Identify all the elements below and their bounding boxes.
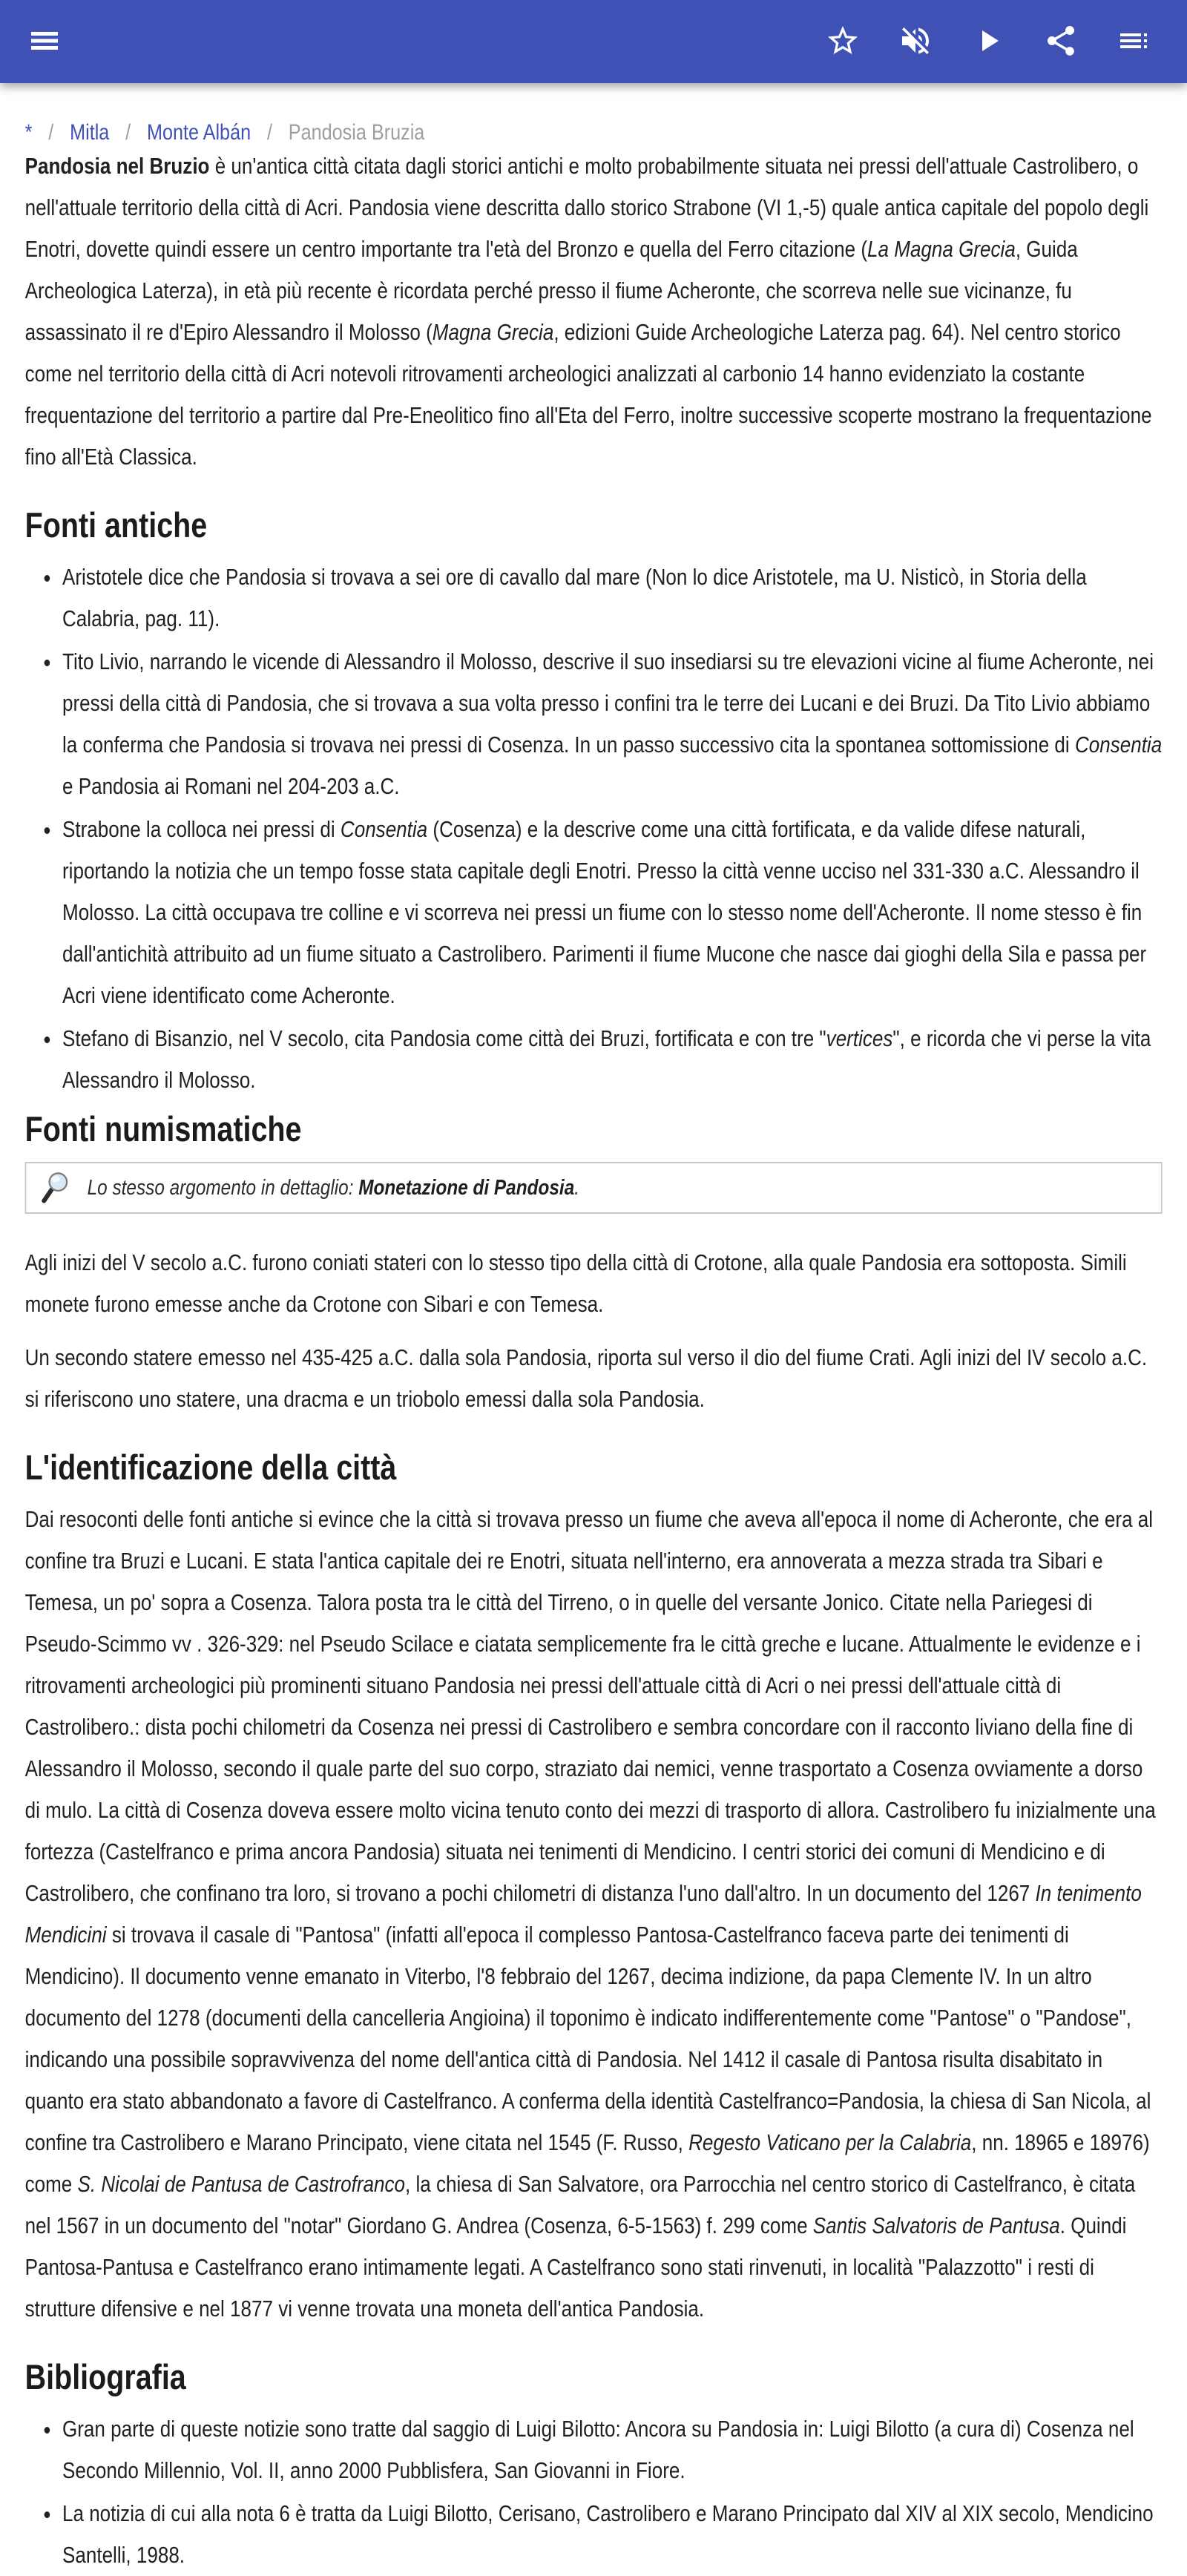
toc-icon (1116, 23, 1151, 61)
hatnote-suffix: . (574, 1176, 580, 1200)
breadcrumb-separator: / (48, 120, 54, 145)
hamburger-menu-icon (27, 23, 62, 61)
breadcrumb-link-mitla[interactable]: Mitla (70, 120, 110, 145)
section-title-fonti-numismatiche: Fonti numismatiche (24, 1109, 302, 1149)
share-button[interactable] (1042, 22, 1080, 61)
section-title-bibliografia: Bibliografia (24, 2357, 186, 2396)
app-toolbar (0, 0, 1187, 83)
numismatiche-paragraph: Agli inizi del V secolo a.C. furono coniati stateri con lo stesso tipo della città di Crotone, alla quale Pandosia era sottoposta. Simili monete furono emesse anche da Crotone con Sibari e con Temesa. (24, 1249, 1127, 1317)
breadcrumb-home-link[interactable]: * (24, 120, 33, 145)
intro-paragraph: Pandosia nel Bruzio è un'antica città citata dagli storici antichi e molto probabilmente situata nei pressi dell'attuale Castrolibero, o nell'attuale territorio della città di Acri. Pandosia viene descritta dallo storico Strabone (VI 1,-5) quale antica capitale del popolo degli Enotri, dovette quindi essere un centro importante tra l'età del Bronzo e quella del Ferro citazione (La Magna Grecia, Guida Archeologica Laterza), in età più recente è ricordata perché presso il fiume Acheronte, che scorreva nelle sue vicinanze, fu assassinato il re d'Epiro Alessandro il Molosso (Magna Grecia, edizioni Guide Archeologiche Laterza pag. 64). Nel centro storico come nel territorio della città di Acri notevoli ritrovamenti archeologici analizzati al carbonio 14 hanno evidenziato la costante frequentazione del territorio a partire dal Pre-Eneolitico fino all'Eta del Ferro, inoltre successive scoperte mostrano la frequentazione fino all'Età Classica. (24, 153, 1152, 470)
favorite-button[interactable] (823, 22, 862, 61)
share-icon (1043, 23, 1079, 61)
breadcrumb (0, 83, 1187, 145)
numismatiche-paragraph: Un secondo statere emesso nel 435-425 a.C. dalla sola Pandosia, riporta sul verso il dio del fiume Crati. Agli inizi del IV secolo a.C. si riferiscono uno statere, una dracma e un triobolo emessi dalla sola Pandosia. (24, 1344, 1148, 1412)
play-button[interactable] (969, 22, 1007, 61)
breadcrumb-current-page: Pandosia Bruzia (288, 120, 425, 145)
hatnote (25, 1162, 1163, 1214)
article-content (0, 145, 1187, 2576)
play-icon (970, 23, 1006, 61)
mute-button[interactable] (896, 22, 935, 61)
contents-button[interactable] (1114, 22, 1153, 61)
bibliografia-item: • Gran parte di queste notizie sono tratte dal saggio di Luigi Bilotto: Ancora su Pandosia in: Luigi Bilotto (a cura di) Cosenza nel Secondo Millennio, Vol. II, anno 2000 Pubblisfera, San Giovanni in Fiore. (60, 2408, 1163, 2491)
bibliografia-item: • La notizia di cui alla nota 6 è tratta da Luigi Bilotto, Cerisano, Castrolibero e Marano Principato dal XIV al XIX secolo, Mendicino Santelli, 1988. (60, 2493, 1163, 2576)
hatnote-text (88, 1172, 579, 1204)
volume-off-icon (898, 23, 933, 61)
breadcrumb-link-monte-alban[interactable]: Monte Albán (147, 120, 251, 145)
fonti-antiche-item: • Strabone la colloca nei pressi di Consentia (Cosenza) e la descrive come una città fortificata, e da valide difese naturali, riportando la notizia che un tempo fosse stata capitale degli Enotri. Presso la città venne ucciso nel 331-330 a.C. Alessandro il Molosso. La città occupava tre colline e vi scorreva nei pressi un fiume con lo stesso nome dell'Acheronte. Il nome stesso è fin dall'antichità attribuito ad un fiume situato a Castrolibero. Parimenti il fiume Mucone che nasce dai gioghi della Sila e passa per Acri viene identificato come Acheronte. (60, 809, 1163, 1016)
fonti-antiche-item: • Tito Livio, narrando le vicende di Alessandro il Molosso, descrive il suo insediarsi su tre elevazioni vicine al fiume Acheronte, nei pressi della città di Pandosia, che si trovava a sua volta presso i confini tra le terre dei Lucani e dei Bruzi. Da Tito Livio abbiamo la conferma che Pandosia si trovava nei pressi di Cosenza. In un passo successivo cita la spontanea sottomissione di Consentia e Pandosia ai Romani nel 204-203 a.C. (60, 641, 1163, 807)
section-title-identificazione: L'identificazione della città (24, 1448, 397, 1487)
menu-button[interactable] (25, 22, 64, 61)
fonti-antiche-item: • Stefano di Bisanzio, nel V secolo, cita Pandosia come città dei Bruzi, fortificata e con tre "vertices", e ricorda che vi perse la vita Alessandro il Molosso. (60, 1018, 1163, 1101)
breadcrumb-separator: / (125, 120, 131, 145)
section-title-fonti-antiche: Fonti antiche (24, 505, 208, 545)
identificazione-paragraph: Dai resoconti delle fonti antiche si evince che la città si trovava presso un fiume che aveva all'epoca il nome di Acheronte, che era al confine tra Bruzi e Lucani. E stata l'antica capitale dei re Enotri, situata nell'interno, era annoverata a mezza strada tra Sibari e Temesa, un po' sopra a Cosenza. Talora posta tra le città del Tirreno, o in quelle del versante Jonico. Citate nella Pariegesi di Pseudo-Scimmo vv . 326-329: nel Pseudo Scilace e ciatata semplicemente fra le città greche e lucane. Attualmente le evidenze e i ritrovamenti archeologici più prominenti situano Pandosia nei pressi dell'attuale città di Acri o nei pressi dell'attuale città di Castrolibero.: dista pochi chilometri da Cosenza nei pressi di Castrolibero e sembra concordare con il racconto liviano della fine di Alessandro il Molosso, secondo il quale parte del suo corpo, straziato dai nemici, venne trasportato a Cosenza ovviamente a dorso di mulo. La città di Cosenza doveva essere molto vicina tenuto conto dei mezzi di trasporto di allora. Castrolibero fu inizialmente una fortezza (Castelfranco e prima ancora Pandosia) situata nei tenimenti di Mendicino. I centri storici dei comuni di Mendicino e di Castrolibero, che confinano tra loro, si trovano a pochi chilometri di distanza l'uno dall'altro. In un documento del 1267 In tenimento Mendicini si trovava il casale di "Pantosa" (infatti all'epoca il complesso Pantosa-Castelfranco faceva parte dei tenimenti di Mendicino). Il documento venne emanato in Viterbo, l'8 febbraio del 1267, decima indizione, da papa Clemente IV. In un altro documento del 1278 (documenti della cancelleria Angioina) il toponimo è indicato indifferentemente come "Pantose" o "Pandose", indicando una possibile sopravvivenza del nome dell'antica città di Pandosia. Nel 1412 il casale di Pantosa risulta disabitato in quanto era stato abbandonato a favore di Castelfranco. A conferma della identità Castelfranco=Pandosia, la chiesa di San Nicola, al confine tra Castrolibero e Marano Principato, viene citata nel 1545 (F. Russo, Regesto Vaticano per la Calabria, nn. 18965 e 18976) come S. Nicolai de Pantusa de Castrofranco, la chiesa di San Salvatore, ora Parrocchia nel centro storico di Castelfranco, è citata nel 1567 in un documento del "notar" Giordano G. Andrea (Cosenza, 6-5-1563) f. 299 come Santis Salvatoris de Pantusa. Quindi Pantosa-Pantusa e Castelfranco erano intimamente legati. A Castelfranco sono stati rinvenuti, in località "Palazzotto" i resti di strutture difensive e nel 1877 vi venne trovata una moneta dell'antica Pandosia. (24, 1506, 1156, 2322)
breadcrumb-separator: / (266, 120, 272, 145)
fonti-antiche-list (25, 556, 1163, 1101)
bibliografia-list (25, 2408, 1163, 2576)
star-outline-icon (825, 23, 861, 61)
magnifier-icon (39, 1171, 73, 1205)
fonti-antiche-item: • Aristotele dice che Pandosia si trovava a sei ore di cavallo dal mare (Non lo dice Aristotele, ma U. Nisticò, in Storia della Calabria, pag. 11). (60, 556, 1163, 640)
hatnote-prefix: Lo stesso argomento in dettaglio: (87, 1176, 359, 1200)
hatnote-link[interactable]: Monetazione di Pandosia (358, 1176, 575, 1200)
